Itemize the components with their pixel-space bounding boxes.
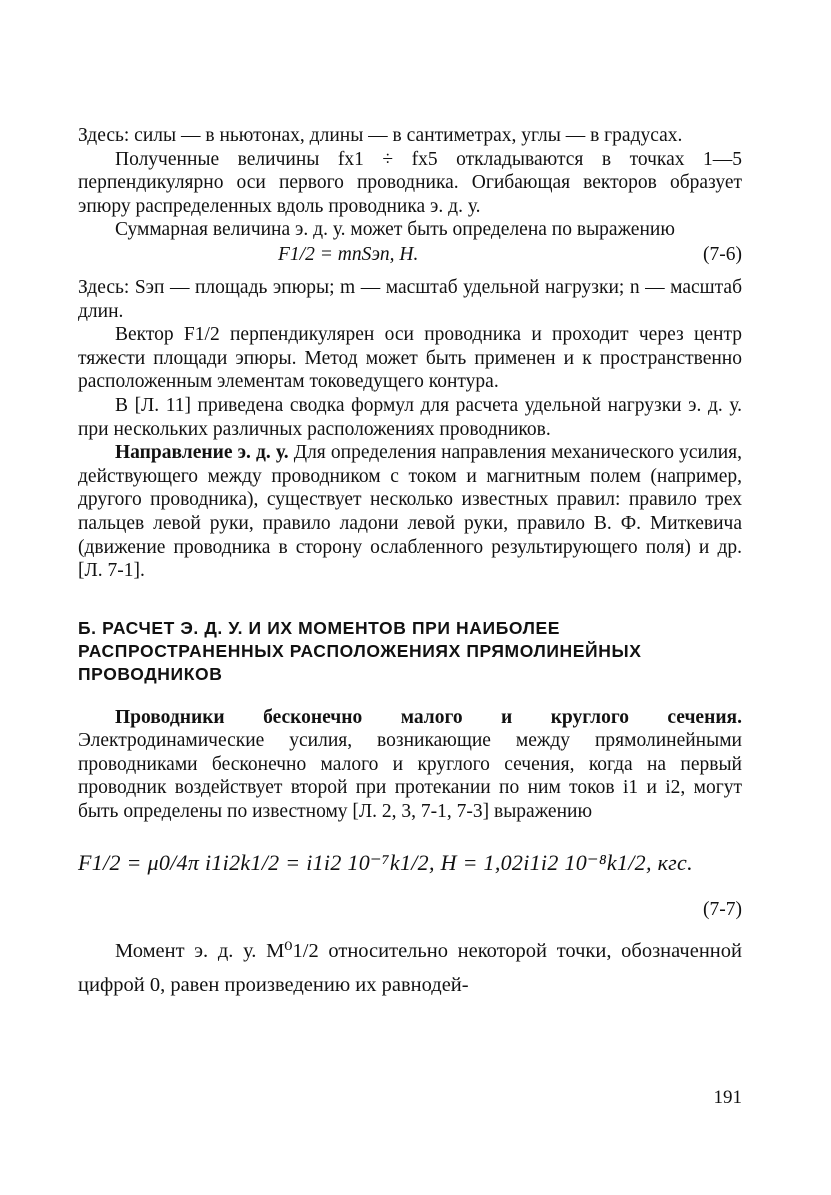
formula-7-6: F1/2 = mnSэп, Н. bbox=[278, 243, 419, 265]
paragraph-units: Здесь: силы — в ньютонах, длины — в сантиметрах, углы — в градусах. bbox=[78, 125, 683, 146]
section-heading: Б. РАСЧЕТ Э. Д. У. И ИХ МОМЕНТОВ ПРИ НАИБОЛЕЕ РАСПРОСТРАНЕННЫХ РАСПОЛОЖЕНИЯХ ПРЯМОЛИНЕЙНЫХ ПРОВОДНИКОВ bbox=[78, 617, 642, 684]
direction-text: Для определения направления механического усилия, действующего между проводником с током и магнитным полем (например, другого проводника), существует несколько известных правил: правило трех пальцев левой руки, правило ладони левой руки, правило В. Ф. Миткевича (движение проводника в сторону ослабленного результирующего поля) и др. [Л. 7-1]. bbox=[78, 442, 743, 582]
paragraph-direction bbox=[78, 441, 742, 583]
paragraph-vector: Вектор F1/2 перпендикулярен оси проводника и проходит через центр тяжести площади эпюры. Метод может быть применен и к пространственно расположенным элементам токоведущего контура. bbox=[78, 324, 742, 393]
paragraph-total: Суммарная величина э. д. у. может быть определена по выражению bbox=[115, 219, 675, 241]
formula-7-7 bbox=[78, 850, 742, 876]
formula-7-7-text: F1/2 = μ0/4π i1i2k1/2 = i1i2 10⁻⁷k1/2, Н = 1,02i1i2 10⁻⁸k1/2, кгс. bbox=[78, 849, 693, 875]
page-body bbox=[78, 124, 742, 1002]
page-number: 191 bbox=[713, 1087, 742, 1108]
paragraph-conductors bbox=[78, 706, 742, 824]
conductors-title: Проводники бесконечно малого и круглого сечения. bbox=[115, 706, 742, 728]
paragraph-definitions: Здесь: Sэп — площадь эпюры; m — масштаб удельной нагрузки; n — масштаб длин. bbox=[78, 276, 742, 322]
formula-7-6-line bbox=[78, 242, 742, 268]
equation-number-7-7: (7-7) bbox=[703, 898, 742, 920]
direction-title: Направление э. д. у. bbox=[115, 442, 289, 464]
equation-number-7-6: (7-6) bbox=[703, 243, 742, 265]
paragraph-plotting: Полученные величины fx1 ÷ fx5 откладываются в точках 1—5 перпендикулярно оси первого проводника. Огибающая векторов образует эпюру распределенных вдоль проводника э. д. у. bbox=[78, 148, 742, 217]
paragraph-moment: Момент э. д. у. M⁰1/2 относительно некоторой точки, обозначенной цифрой 0, равен произведению их равнодей- bbox=[78, 939, 742, 996]
conductors-text: Электродинамические усилия, возникающие между прямолинейными проводниками бесконечно малого и круглого сечения, когда на первый проводник воздействует второй при протекании по ним токов i1 и i2, могут быть определены по известному [Л. 2, 3, 7-1, 7-3] выражению bbox=[78, 730, 742, 823]
paragraph-reference: В [Л. 11] приведена сводка формул для расчета удельной нагрузки э. д. у. при нескольких различных расположениях проводников. bbox=[78, 394, 742, 440]
